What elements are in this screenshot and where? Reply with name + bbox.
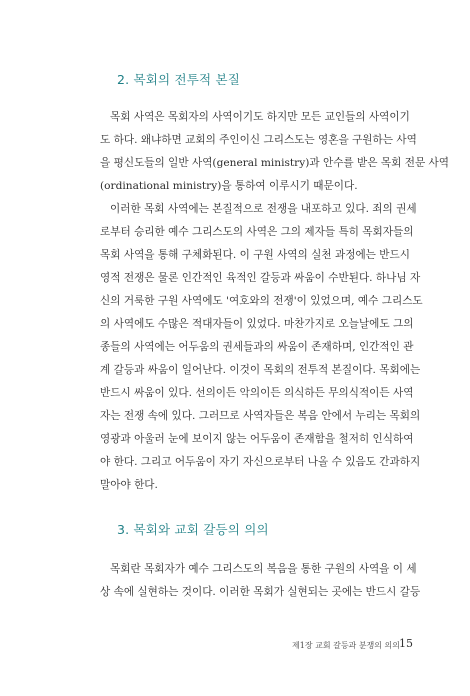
paragraph-line: 신의 거룩한 구원 사역에도 '여호와의 전쟁'이 있었으며, 예수 그리스도 [100, 295, 423, 307]
paragraph-line: 영광과 아울러 눈에 보이지 않는 어두움이 존재함을 철저히 인식하여 [100, 433, 414, 445]
paragraph-line: 로부터 승리한 예수 그리스도의 사역은 그의 제자들 특히 목회자들의 [100, 226, 414, 238]
section-heading-2: 2. 목회의 전투적 본질 [117, 72, 241, 87]
paragraph-line: 을 평신도들의 일반 사역(general ministry)과 안수를 받은 목회 전문 사역 [100, 157, 450, 169]
paragraph-line: 목회 사역은 목회자의 사역이기도 하지만 모든 교인들의 사역이기 [110, 111, 410, 123]
paragraph-line: 자는 전쟁 속에 있다. 그러므로 사역자들은 복음 안에서 누리는 목회의 [100, 410, 421, 422]
paragraph-line: 영적 전쟁은 물론 인간적인 육적인 갈등과 싸움이 수반된다. 하나님 자 [100, 272, 421, 284]
paragraph-line: 이러한 목회 사역에는 본질적으로 전쟁을 내포하고 있다. 죄의 권세 [110, 203, 417, 215]
paragraph-line: 종들의 사역에는 어두움의 권세들과의 싸움이 존재하며, 인간적인 관 [100, 341, 414, 353]
paragraph-line: 상 속에 실현하는 것이다. 이러한 목회가 실현되는 곳에는 반드시 갈등 [100, 586, 421, 598]
page-number: 15 [399, 637, 413, 650]
paragraph-line: (ordinational ministry)을 통하여 이루시기 때문이다. [100, 180, 358, 192]
section-heading-3: 3. 목회와 교회 갈등의 의의 [117, 522, 269, 537]
paragraph-line: 의 사역에도 수많은 적대자들이 있었다. 마찬가지로 오늘날에도 그의 [100, 318, 414, 330]
paragraph-line: 말아야 한다. [100, 479, 158, 491]
paragraph-line: 도 하다. 왜냐하면 교회의 주인이신 그리스도는 영혼을 구원하는 사역 [100, 134, 417, 146]
paragraph-line: 목회 사역을 통해 구체화된다. 이 구원 사역의 실천 과정에는 반드시 [100, 249, 410, 261]
paragraph-line: 반드시 싸움이 있다. 선의이든 악의이든 의식하든 무의식적이든 사역 [100, 387, 414, 399]
running-footer: 제1장 교회 갈등과 분쟁의 의의 [292, 641, 400, 650]
paragraph-line: 계 갈등과 싸움이 일어난다. 이것이 목회의 전투적 본질이다. 목회에는 [100, 364, 421, 376]
paragraph-line: 야 한다. 그리고 어두움이 자기 자신으로부터 나올 수 있음도 간과하지 [100, 456, 421, 468]
paragraph-line: 목회란 목회자가 예수 그리스도의 복음을 통한 구원의 사역을 이 세 [110, 563, 417, 575]
